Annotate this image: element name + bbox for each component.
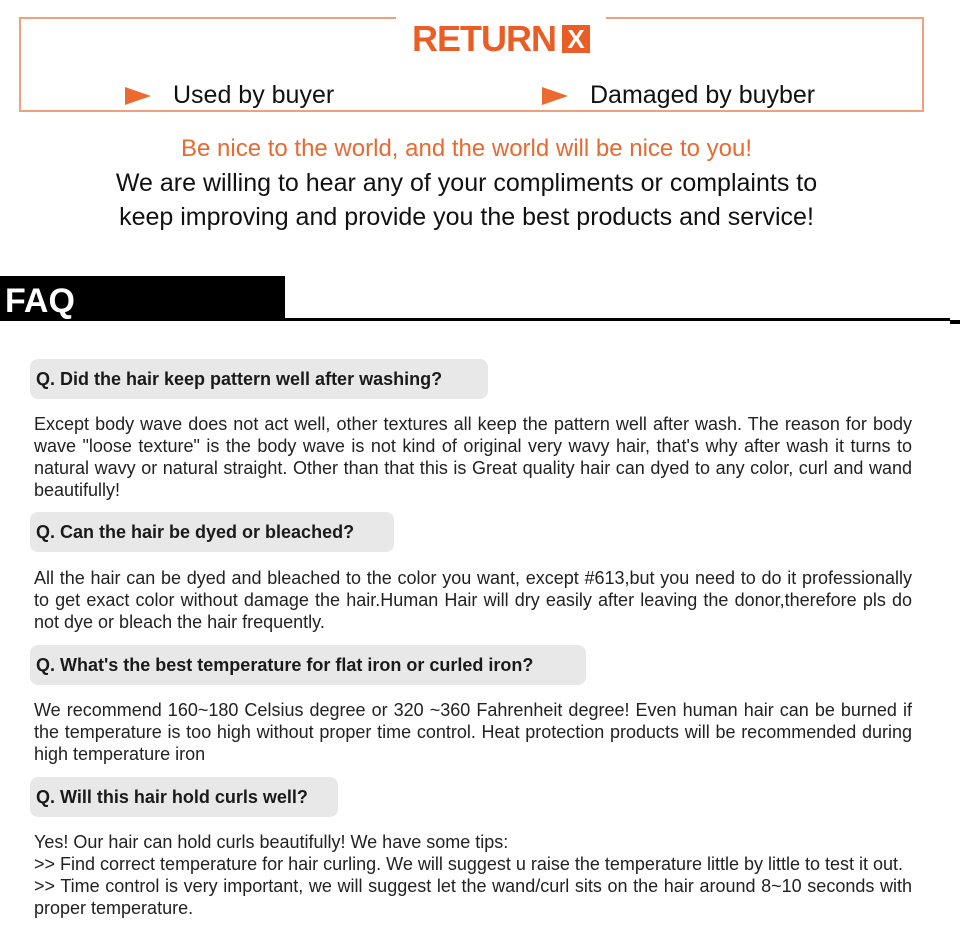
faq-header — [0, 276, 285, 321]
faq-divider-end — [950, 320, 960, 324]
faq-answer — [34, 831, 912, 919]
return-item-label: Damaged by buyber — [590, 81, 816, 109]
faq-answer: We recommend 160~180 Celsius degree or 320 ~360 Fahrenheit degree! Even human hair can be burned if the temperature is too high without proper time control. Heat protection products will be recommended during high temperature iron — [34, 700, 912, 764]
arrow-right-icon — [542, 87, 568, 105]
faq-answer-line: Yes! Our hair can hold curls beautifully! We have some tips: — [34, 832, 509, 852]
slogan-headline: Be nice to the world, and the world will be nice to you! — [181, 135, 752, 162]
faq-divider — [285, 318, 950, 321]
return-title-text: RETURN — [412, 18, 556, 59]
faq-question: Q. What's the best temperature for flat iron or curled iron? — [30, 645, 586, 685]
faq-answer: All the hair can be dyed and bleached to the color you want, except #613,but you need to do it professionally to get exact color without damage the hair.Human Hair will dry easily after leaving the donor,therefore pls do not dye or bleach the hair frequently. — [34, 568, 912, 632]
return-title — [396, 17, 606, 61]
return-item-used — [125, 81, 334, 110]
faq-question: Q. Will this hair hold curls well? — [30, 777, 338, 817]
faq-answer-line: >> Time control is very important, we will suggest let the wand/curl sits on the hair around 8~10 seconds with proper temperature. — [34, 876, 912, 918]
return-item-damaged — [542, 81, 815, 110]
arrow-right-icon — [125, 87, 151, 105]
faq-heading: FAQ — [5, 282, 75, 320]
slogan-line-2: We are willing to hear any of your compliments or complaints to — [115, 169, 818, 197]
slogan-line-3: keep improving and provide you the best products and service! — [119, 203, 814, 231]
return-policy-box — [19, 17, 924, 112]
faq-question: Q. Did the hair keep pattern well after washing? — [30, 359, 488, 399]
x-mark-icon: X — [562, 25, 590, 53]
faq-answer-line: >> Find correct temperature for hair curling. We will suggest u raise the temperature little by little to test it out. — [34, 854, 904, 874]
return-item-label: Used by buyer — [173, 81, 335, 109]
faq-answer: Except body wave does not act well, other textures all keep the pattern well after wash. The reason for body wave "loose texture" is the body wave is not kind of original very wavy hair, that's why after wash it turns to natural wavy or natural straight. Other than that this is Great quality hair can dyed to any color, curl and wand beautifully! — [34, 414, 912, 500]
faq-question: Q. Can the hair be dyed or bleached? — [30, 512, 394, 552]
